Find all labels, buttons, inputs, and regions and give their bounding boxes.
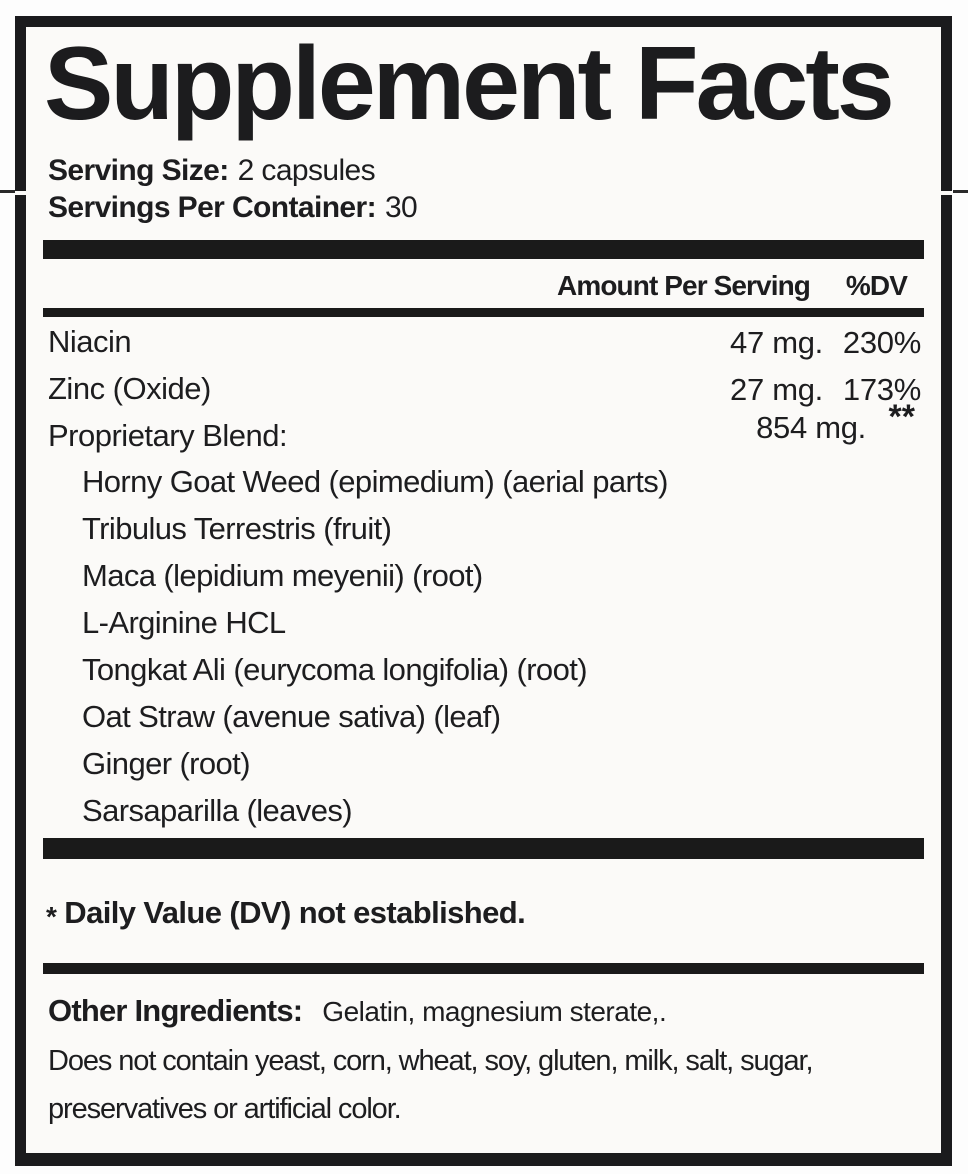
blend-ingredient: L-Arginine HCL [82, 605, 286, 640]
blend-ingredient: Horny Goat Weed (epimedium) (aerial parts) [82, 464, 668, 499]
footnote-text: Daily Value (DV) not established. [64, 895, 526, 930]
other-ingredients-value: Gelatin, magnesium sterate,. [322, 996, 667, 1027]
print-seam-mark-left [0, 190, 15, 193]
blend-ingredient-list [82, 458, 842, 834]
nutrient-amount: 27 mg. [730, 372, 823, 407]
footnote-asterisk: * [46, 901, 57, 932]
disclaimer-line: preservatives or artificial color. [48, 1093, 401, 1125]
blend-ingredient: Ginger (root) [82, 746, 250, 781]
nutrient-dv: 230% [842, 325, 921, 360]
nutrient-name: Proprietary Blend: [48, 418, 288, 453]
other-ingredients-line [48, 993, 666, 1029]
separator-bar-thin-bottom [43, 963, 924, 974]
nutrient-dv: 173% [842, 372, 921, 407]
nutrient-dv-asterisks: ** [888, 398, 915, 436]
border-seam-gap-left [15, 191, 26, 195]
nutrient-name: Niacin [48, 324, 132, 359]
separator-bar-thin-header [43, 308, 924, 317]
nutrient-name: Zinc (Oxide) [48, 371, 211, 406]
nutrient-amount: 47 mg. [730, 325, 823, 360]
column-header-amount: Amount Per Serving [557, 270, 810, 301]
blend-ingredient: Tribulus Terrestris (fruit) [82, 511, 392, 546]
disclaimer-line: Does not contain yeast, corn, wheat, soy, gluten, milk, salt, sugar, [48, 1045, 813, 1077]
servings-per-container-label: Servings Per Container: [48, 191, 376, 224]
column-header-dv: %DV [845, 270, 907, 301]
print-seam-mark-right [953, 190, 968, 193]
label-title: Supplement Facts [44, 26, 892, 142]
serving-size-label: Serving Size: [48, 154, 229, 187]
nutrient-amount: 854 mg. [756, 410, 866, 445]
serving-size-value: 2 capsules [237, 154, 376, 187]
blend-ingredient: Maca (lepidium meyenii) (root) [82, 558, 483, 593]
blend-ingredient: Sarsaparilla (leaves) [82, 793, 352, 828]
serving-size-line [48, 154, 375, 188]
daily-value-footnote [46, 895, 525, 931]
servings-per-container-line [48, 191, 417, 225]
blend-ingredient: Oat Straw (avenue sativa) (leaf) [82, 699, 501, 734]
border-seam-gap-right [941, 191, 952, 195]
blend-ingredient: Tongkat Ali (eurycoma longifolia) (root) [82, 652, 587, 687]
separator-bar-thick-top [43, 240, 924, 259]
servings-per-container-value: 30 [384, 191, 418, 224]
other-ingredients-label: Other Ingredients: [48, 993, 303, 1028]
separator-bar-thick-middle [43, 838, 924, 859]
